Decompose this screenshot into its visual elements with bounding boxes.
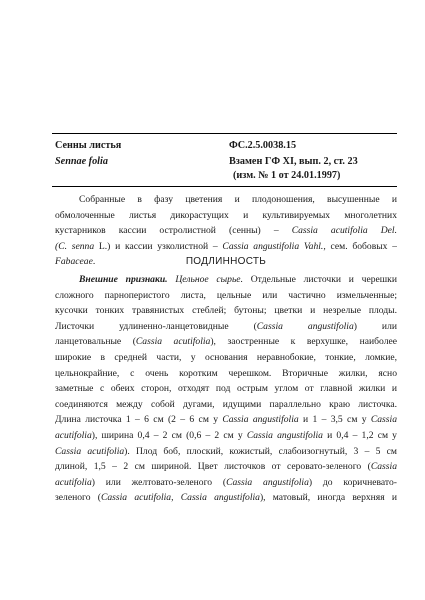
body-line: кусочки тонких травянистых стеблей; бутоны; цветки и незрелые плоды. — [55, 305, 397, 317]
header-top-rule — [52, 133, 397, 134]
monograph-title-latin: Sennae folia — [55, 156, 108, 167]
replaces-note: Взамен ГФ XI, вып. 2, ст. 23 — [229, 156, 358, 167]
monograph-title-russian: Сенны листья — [55, 140, 122, 151]
body-line: широкие в средней части, у основания неравнобокие, тонкие, ломкие, — [55, 351, 397, 363]
body-line: зеленого (Cassia acutifolia, Cassia angustifolia), матовый, иногда верхняя и — [55, 492, 397, 504]
body-line: acutifolia) или желтовато-зеленого (Cassia angustifolia) до коричневато- — [55, 476, 397, 488]
intro-line: Собранные в фазу цветения и плодоношения, высушенные и — [79, 194, 397, 205]
section-heading-identity: ПОДЛИННОСТЬ — [185, 256, 267, 267]
body-line: заметные с обеих сторон, отходят под острым углом от главной жилки и — [55, 383, 397, 395]
body-line: соединяются между собой дугами, идущими параллельно краю листочка. — [55, 398, 397, 410]
monograph-code: ФС.2.5.0038.15 — [229, 140, 297, 151]
intro-line: (C. senna L.) и кассии узколистной – Cassia angustifolia Vahl., сем. бобовых – — [55, 240, 397, 252]
amendment-note: (изм. № 1 от 24.01.1997) — [233, 170, 341, 181]
intro-line: кустарников кассии остролистной (сенны) – Cassia acutifolia Del. — [55, 225, 397, 237]
body-line: Cassia acutifolia). Плод боб, плоский, кожистый, слабоизогнутый, 3 – 5 см — [55, 445, 397, 457]
intro-line: Fabaceae. — [55, 256, 96, 268]
body-line: Листочки удлиненно-ланцетовидные (Cassia angustifolia) или — [55, 320, 397, 332]
body-line: сложного парноперистого листа, цельные или частично измельченные; — [55, 289, 397, 301]
body-line: Длина листочка 1 – 6 см (2 – 6 см у Cassia angustifolia и 1 – 3,5 см у Cassia — [55, 414, 397, 426]
intro-line: обмолоченные листья дикорастущих и культивируемых многолетних — [55, 209, 397, 221]
body-line: цельнокрайние, с очень коротким черешком. Вторичные жилки, ясно — [55, 367, 397, 379]
identity-paragraph — [55, 272, 397, 506]
body-line: длиной, 1,5 – 2 см шириной. Цвет листочков от серовато-зеленого (Cassia — [55, 461, 397, 473]
header-bottom-rule — [52, 186, 397, 187]
body-line: Внешние признаки. Цельное сырье. Отдельные листочки и черешки — [79, 274, 397, 285]
body-line: acutifolia), ширина 0,4 – 2 см (0,6 – 2 см у Cassia angustifolia и 0,4 – 1,2 см у — [55, 429, 397, 441]
body-line: ланцетовальные (Cassia acutifolia), заостренные к верхушке, наиболее — [55, 336, 397, 348]
